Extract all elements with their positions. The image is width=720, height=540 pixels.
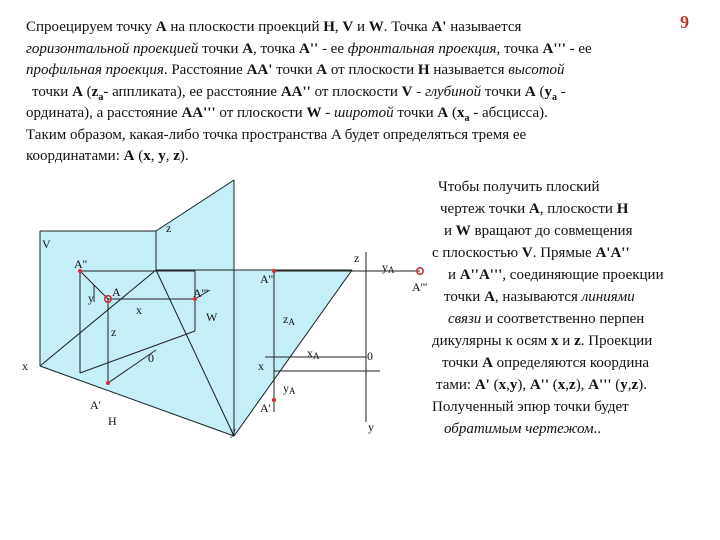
label-plane-v: V <box>42 237 51 251</box>
label-axis-z: z <box>166 221 172 235</box>
text-run: и <box>444 223 456 239</box>
text-run: , <box>334 19 343 35</box>
epure-label-proj-a2: A'' <box>260 272 273 286</box>
text-run: ), <box>575 377 589 393</box>
text-run: , соединяющие проекции <box>502 267 664 283</box>
text-run: ( <box>611 377 621 393</box>
text-run: x <box>457 105 465 121</box>
text-run: , плоскости <box>539 201 617 217</box>
text-run: Чтобы получить плоский <box>438 179 600 195</box>
text-run: точки <box>393 105 438 121</box>
text-run: Полученный эпюр точки будет <box>432 399 629 415</box>
text-run: A <box>242 40 254 57</box>
text-run: Спроецируем точку <box>26 19 156 35</box>
text-run: A' <box>474 377 490 393</box>
text-run: профильная проекция <box>26 62 164 78</box>
label-point-x: x <box>136 303 142 317</box>
text-run: Таким образом, какая-либо точка пространства A будет определяться тремя ее <box>26 126 527 143</box>
text-run: AA''' <box>181 105 216 121</box>
text-run: , <box>506 377 510 393</box>
text-run: V <box>401 83 413 100</box>
epure-label-axis-y: y <box>368 420 374 434</box>
epure-label-proj-a1: A' <box>260 401 271 415</box>
label-origin: 0 <box>148 351 154 365</box>
text-run: A <box>155 19 167 35</box>
text-run: , <box>627 377 632 393</box>
label-plane-h: H <box>108 414 117 428</box>
text-run: глубиной <box>424 83 482 100</box>
text-run: z <box>173 148 180 164</box>
text-run: A''A''' <box>459 267 503 283</box>
text-run: от плоскости <box>215 105 307 121</box>
text-run: ( <box>535 83 545 100</box>
text-run: на плоскости проекций <box>166 19 324 35</box>
label-axis-x: x <box>22 359 28 373</box>
text-run: H <box>323 19 335 35</box>
text-run: A' <box>431 19 447 35</box>
text-run: A <box>528 201 540 217</box>
text-run: ( <box>489 377 499 393</box>
text-run: a <box>552 91 558 103</box>
epure-label-xa: xA <box>307 346 320 361</box>
text-run: A <box>482 355 493 371</box>
epure-axes <box>265 252 366 422</box>
label-proj-a2: A'' <box>74 257 87 271</box>
text-run: A <box>437 105 449 121</box>
text-run: ( <box>134 148 144 164</box>
text-run: ). <box>638 377 647 393</box>
text-run: ( <box>448 105 458 121</box>
text-run: и <box>558 333 575 349</box>
text-run: точки <box>32 83 73 100</box>
text-run: A'' <box>299 40 319 57</box>
text-run: a <box>98 91 104 103</box>
epure-label-proj-a3: A''' <box>412 280 428 294</box>
text-run: y <box>509 377 518 393</box>
text-run: z <box>631 377 639 393</box>
text-run: z <box>569 377 576 393</box>
text-run: V <box>521 245 533 261</box>
text-run: и <box>353 19 369 35</box>
text-run: a <box>464 113 470 124</box>
text-run: H <box>417 62 430 78</box>
text-run: определяются координа <box>492 355 650 371</box>
epure-markers <box>272 268 423 402</box>
text-run: от плоскости <box>327 62 418 78</box>
text-run: , точка <box>253 40 300 57</box>
text-run: V <box>342 19 354 35</box>
text-run: AA'' <box>280 83 311 100</box>
text-run: координатами: <box>26 148 124 164</box>
text-run: W <box>455 223 471 239</box>
label-axis-y: y <box>230 424 236 438</box>
text-run: . Проекции <box>580 333 653 349</box>
text-run: A <box>316 62 328 78</box>
text-run: тами: <box>436 377 475 393</box>
text-run: y <box>620 377 628 393</box>
text-run: обратимым чертежом <box>444 421 594 437</box>
text-run: - <box>557 83 566 100</box>
label-plane-w: W <box>206 310 218 324</box>
text-run: - ее <box>565 40 592 57</box>
text-run: A <box>123 148 135 164</box>
text-run: точки <box>442 355 483 371</box>
text-run: . Точка <box>383 19 432 35</box>
text-run: . Прямые <box>532 245 596 261</box>
text-run: точки <box>481 83 525 100</box>
text-run: , называются <box>494 289 582 305</box>
label-point-a: A <box>112 285 121 299</box>
epure-point-a1 <box>272 398 276 402</box>
text-run: от плоскости <box>310 83 402 100</box>
text-run: , точка <box>496 40 543 57</box>
text-run: и соответственно перпен <box>481 311 645 327</box>
text-run: y <box>158 148 166 164</box>
text-run: - абсцисса). <box>469 105 548 121</box>
epure-label-ya-top: yA <box>382 260 395 275</box>
text-run: ), <box>517 377 530 393</box>
epure-label-origin: 0 <box>367 349 373 363</box>
text-run: широтой <box>333 105 394 121</box>
label-proj-a1: A' <box>90 398 101 412</box>
text-run: , <box>150 148 159 164</box>
text-run: , <box>165 148 174 164</box>
text-run: A'A'' <box>595 245 630 261</box>
text-run: . Расстояние <box>163 62 247 78</box>
text-run: A'' <box>529 377 550 393</box>
text-run: фронтальная проекция <box>347 40 497 57</box>
text-run: - аппликата), ее расстояние <box>103 83 281 100</box>
text-run: вращают до совмещения <box>470 223 633 239</box>
text-run: точки <box>198 40 243 57</box>
text-run: высотой <box>508 62 565 78</box>
epure-labels <box>258 251 427 434</box>
text-run: ( <box>82 83 92 100</box>
text-run: .. <box>593 421 602 437</box>
text-run: A''' <box>588 377 612 393</box>
text-run: y <box>544 83 553 100</box>
text-run: чертеж точки <box>440 201 529 217</box>
text-run: и <box>448 267 460 283</box>
text-run: точки <box>272 62 317 78</box>
text-run: W <box>306 105 322 121</box>
label-proj-a3: A''' <box>193 286 209 300</box>
text-run: A <box>484 289 495 305</box>
text-run: - ее <box>318 40 348 57</box>
text-run: с плоскостью <box>432 245 522 261</box>
epure-label-za: zA <box>283 312 295 327</box>
text-run: связи <box>448 311 482 327</box>
text-run: AA' <box>246 62 273 78</box>
text-run: A''' <box>542 40 566 57</box>
page-number: 9 <box>680 12 689 32</box>
text-run: - <box>412 83 425 100</box>
text-run: дикулярны к осям <box>432 333 552 349</box>
text-run: горизонтальной проекцией <box>26 40 199 57</box>
text-run: W <box>368 19 384 35</box>
label-coord-z: z <box>111 325 117 339</box>
text-run: x <box>557 377 566 393</box>
text-run: называется <box>446 19 522 35</box>
text-run: A <box>72 83 83 100</box>
text-run: - <box>321 105 334 121</box>
text-run: z <box>91 83 99 100</box>
epure-label-axis-z: z <box>354 251 360 265</box>
epure-label-ya-bottom: yA <box>283 381 296 396</box>
text-run: называется <box>429 62 509 78</box>
text-run: A <box>524 83 536 100</box>
text-run: , <box>565 377 570 393</box>
text-run: ордината), а расстояние <box>26 105 182 121</box>
text-run: z <box>574 333 581 349</box>
text-run: ( <box>549 377 558 393</box>
epure-label-axis-x: x <box>258 359 264 373</box>
text-run: x <box>143 148 151 164</box>
text-run: точки <box>444 289 485 305</box>
text-run: ). <box>179 148 189 164</box>
text-run: H <box>616 201 629 217</box>
label-point-y: y <box>88 291 94 305</box>
epure-link-lines <box>274 271 420 412</box>
text-run: x <box>498 377 507 393</box>
text-run: линиями <box>581 289 635 305</box>
text-run: x <box>551 333 559 349</box>
